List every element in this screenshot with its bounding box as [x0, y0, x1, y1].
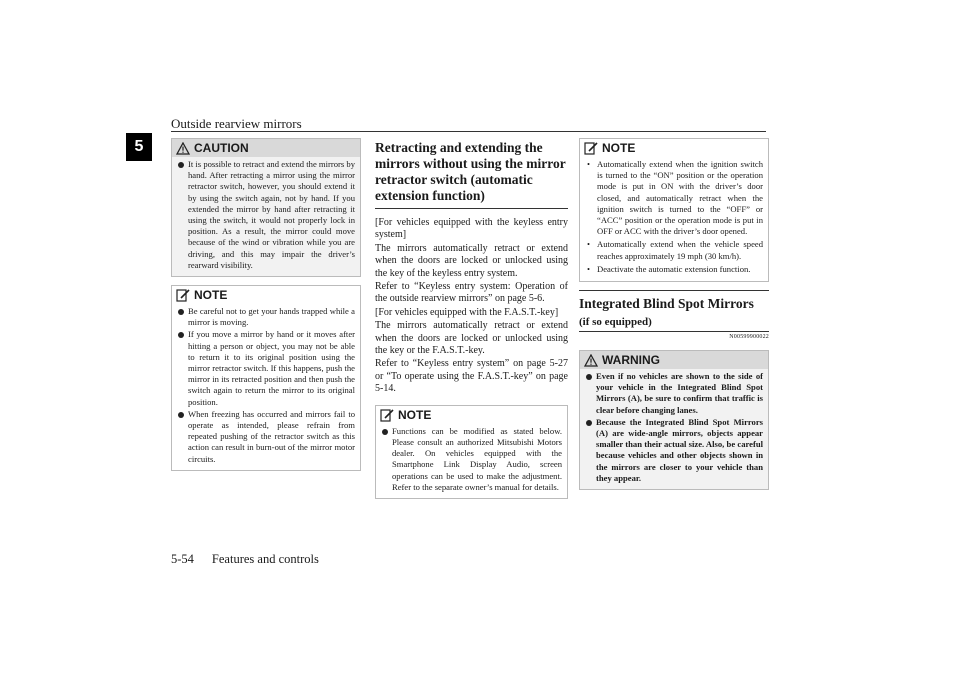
chapter-tab: 5 [126, 133, 152, 161]
caution-triangle-icon [176, 142, 190, 155]
note-header [376, 406, 567, 424]
column-1 [171, 138, 361, 471]
warning-item: Even if no vehicles are shown to the side of your vehicle in the Integrated Blind Spot Mirrors (A), be sure to confirm that traffic is clear before changing lanes. [585, 371, 763, 416]
note-item: Functions can be modified as stated below. Please consult an authorized Mitsubishi Motors dealer. On vehicles equipped with the Smartphone Link Display Audio, screen operations can be used to make the adjustment. Refer to the separate owner’s manual for details. [381, 426, 562, 493]
warning-item: Because the Integrated Blind Spot Mirrors (A) are wide-angle mirrors, objects appear smaller than their actual size. Also, be careful because vehicles and other objects shown in the mirrors are closer to your vehicle than they appear. [585, 417, 763, 484]
section-rule [375, 208, 568, 209]
note-item: Be careful not to get your hands trapped while a mirror is moving. [177, 306, 355, 328]
section-rule [579, 331, 769, 332]
note-label: NOTE [194, 288, 228, 303]
body-paragraph: [For vehicles equipped with the keyless entry system] [375, 217, 568, 241]
section-rule [579, 290, 769, 291]
caution-item: It is possible to retract and extend the mirrors by hand. After retracting a mirror using the mirror retractor switch, however, you should extend it by using the switch again, not by hand. If you extended the mirror by hand after retracting it using the switch, it would not properly lock in position. As a result, the mirror could move because of the wind or vibration while you are driving, and this may impair the driver’s rearward visibility. [177, 159, 355, 271]
body-paragraph: The mirrors automatically retract or extend when the doors are locked or unlocked using the key of the keyless entry system. [375, 242, 568, 279]
caution-header [172, 139, 360, 157]
page-header-title: Outside rearview mirrors [171, 116, 302, 131]
body-paragraph: The mirrors automatically retract or extend when the doors are locked or unlocked using the key or the F.A.S.T.-key. [375, 320, 568, 357]
note-header [172, 286, 360, 304]
warning-triangle-icon [584, 354, 598, 367]
note-pencil-icon [380, 408, 394, 422]
caution-label: CAUTION [194, 141, 249, 155]
page-number: 5-54 [171, 552, 194, 566]
header-rule [171, 131, 766, 132]
note-pencil-icon [584, 141, 598, 155]
note-box [171, 285, 361, 471]
body-paragraph: [For vehicles equipped with the F.A.S.T.-key] [375, 306, 559, 318]
section-title-retracting: Retracting and extending the mirrors without using the mirror retractor switch (automatic extension function) [375, 140, 566, 203]
note-box [579, 138, 769, 282]
note-item: • Automatically extend when the vehicle speed reaches approximately 19 mph (30 km/h). [587, 239, 763, 261]
column-2 [375, 138, 568, 499]
caution-box [171, 138, 361, 277]
column-3 [579, 138, 769, 490]
note-label: NOTE [398, 407, 432, 422]
note-item: When freezing has occurred and mirrors fail to operate as intended, please refrain from repeated pushing of the retractor switch as this action can result in burn-out of the mirror motor circuits. [177, 409, 355, 465]
note-item: • Deactivate the automatic extension function. [587, 263, 751, 274]
footer-section: Features and controls [211, 552, 319, 566]
body-paragraph: Refer to “Keyless entry system” on page 5-27 or “To operate using the F.A.S.T.-key” on page 5-14. [375, 358, 568, 395]
section-title-blind-spot: Integrated Blind Spot Mirrors [579, 296, 754, 312]
note-label: NOTE [602, 141, 636, 155]
warning-header [580, 351, 768, 369]
body-paragraph: Refer to “Keyless entry system: Operation of the outside rearview mirrors” on page 5-6. [375, 281, 568, 305]
section-body [375, 217, 568, 396]
note-header [580, 139, 768, 157]
note-item: If you move a mirror by hand or it moves after hitting a person or object, you may not be able to return it to its original position using the mirror retractor switch. If this happens, push the mirror in its retracted position and then push the switch again to return the mirror to its original position. [177, 329, 355, 407]
warning-label: WARNING [602, 353, 660, 368]
section-code: N00599900022 [729, 334, 769, 341]
note-item: • Automatically extend when the ignition switch is turned to the “ON” position or the operation mode is put in ON with the driver’s door closed, and automatically retract when the ignition switch is turned to the “OFF” or “ACC” position or the operation mode is put in OFF or ACC with the driver’s door opened. [587, 159, 763, 237]
section-subtitle: (if so equipped) [579, 316, 652, 329]
warning-box [579, 350, 769, 490]
note-pencil-icon [176, 288, 190, 302]
page-footer [171, 552, 319, 567]
note-box [375, 405, 568, 499]
